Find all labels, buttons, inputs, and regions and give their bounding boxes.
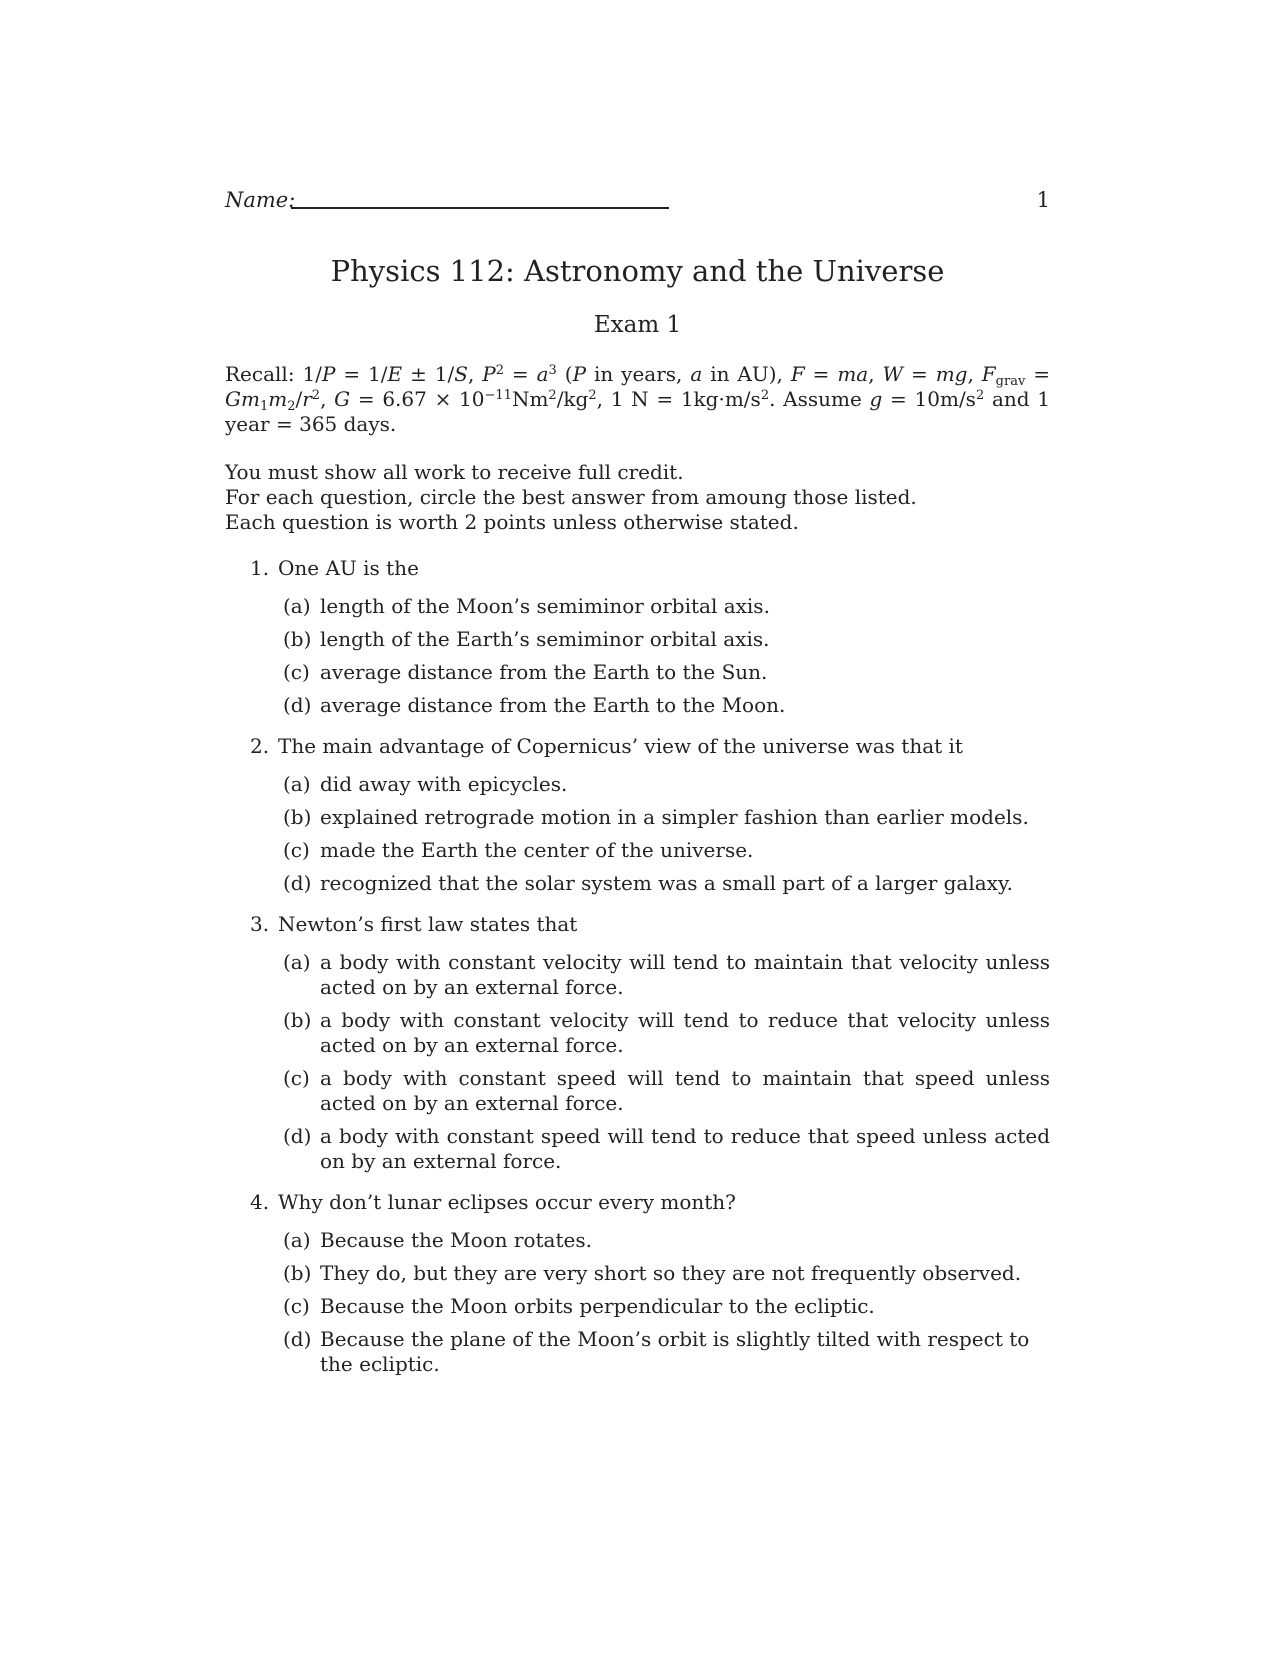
- gravity-value: 10m/s: [914, 387, 976, 411]
- option-text: They do, but they are very short so they are not frequently observed.: [320, 1261, 1022, 1285]
- exam-subtitle: Exam 1: [593, 312, 682, 338]
- answer-options: [283, 950, 1050, 1174]
- option-letter: (c): [283, 838, 310, 862]
- option-letter: (a): [283, 772, 311, 796]
- answer-option-d[interactable]: [283, 871, 1050, 896]
- option-letter: (a): [283, 950, 311, 974]
- answer-option-c[interactable]: [283, 660, 1050, 685]
- answer-option-a[interactable]: [283, 594, 1050, 619]
- question-prompt: [250, 734, 1050, 759]
- answer-options: [283, 594, 1050, 718]
- instruction-line: Each question is worth 2 points unless otherwise stated.: [225, 510, 799, 534]
- question-text: Why don’t lunar eclipses occur every month?: [278, 1190, 736, 1214]
- option-text: length of the Moon’s semiminor orbital axis.: [320, 594, 770, 618]
- option-letter: (c): [283, 660, 310, 684]
- option-text: average distance from the Earth to the Moon.: [320, 693, 786, 717]
- question-text: Newton’s first law states that: [278, 912, 578, 936]
- exam-title: Physics 112: Astronomy and the Universe: [330, 254, 945, 288]
- option-letter: (d): [283, 1327, 312, 1351]
- option-letter: (d): [283, 1124, 312, 1148]
- answer-options: [283, 772, 1050, 896]
- option-text: made the Earth the center of the universe.: [320, 838, 754, 862]
- question-prompt: [250, 556, 1050, 581]
- option-text: a body with constant velocity will tend to reduce that velocity unless acted on by an external force.: [320, 1008, 1050, 1057]
- answer-option-c[interactable]: [283, 1294, 1050, 1319]
- page-number: 1: [1036, 188, 1050, 212]
- option-text: length of the Earth’s semiminor orbital axis.: [320, 627, 770, 651]
- option-letter: (a): [283, 1228, 311, 1252]
- answer-options: [283, 1228, 1050, 1377]
- answer-option-a[interactable]: [283, 772, 1050, 797]
- answer-option-b[interactable]: [283, 1261, 1050, 1286]
- page-header: [225, 188, 1050, 218]
- answer-option-d[interactable]: [283, 693, 1050, 718]
- option-text: a body with constant speed will tend to reduce that speed unless acted on by an external force.: [320, 1124, 1050, 1173]
- option-letter: (c): [283, 1066, 310, 1090]
- question-prompt: [250, 1190, 1050, 1215]
- option-text: explained retrograde motion in a simpler fashion than earlier models.: [320, 805, 1029, 829]
- answer-option-d[interactable]: [283, 1327, 1050, 1377]
- instruction-line: For each question, circle the best answer from amoung those listed.: [225, 485, 917, 509]
- recall-formulas: Recall: 1/P = 1/E ± 1/S, $P^2 = a^3$ (P in years, a in AU), F = ma, W = mg, $F_{grav} = Gm_1m_2/r^2$, $G = 6.67 \times 10^{-11}Nm^2/kg^2$, 1 $N = 1kg\cdot m/s^2$. Assume $g = 10m/s^2$ and 1 year = 365 days.: [225, 362, 1051, 436]
- question-list: [250, 556, 1050, 1385]
- option-text: a body with constant velocity will tend to maintain that velocity unless acted on by an external force.: [320, 950, 1050, 999]
- answer-option-c[interactable]: [283, 838, 1050, 863]
- question-4: [250, 1190, 1050, 1377]
- answer-option-a[interactable]: [283, 950, 1050, 1000]
- option-text: did away with epicycles.: [320, 772, 568, 796]
- answer-option-b[interactable]: [283, 805, 1050, 830]
- option-text: Because the Moon rotates.: [320, 1228, 592, 1252]
- option-text: a body with constant speed will tend to maintain that speed unless acted on by an external force.: [320, 1066, 1050, 1115]
- question-text: One AU is the: [278, 556, 419, 580]
- question-number: 1.: [250, 556, 270, 580]
- option-letter: (a): [283, 594, 311, 618]
- question-2: [250, 734, 1050, 896]
- exam-page: [225, 0, 1050, 1656]
- name-label: Name:: [225, 188, 296, 212]
- question-number: 4.: [250, 1190, 270, 1214]
- name-blank-line: [291, 207, 669, 209]
- instructions: [225, 460, 1050, 535]
- answer-option-b[interactable]: [283, 627, 1050, 652]
- option-text: recognized that the solar system was a small part of a larger galaxy.: [320, 871, 1013, 895]
- answer-option-a[interactable]: [283, 1228, 1050, 1253]
- recall-lead: Recall:: [225, 362, 295, 386]
- question-number: 3.: [250, 912, 270, 936]
- question-3: [250, 912, 1050, 1174]
- option-text: average distance from the Earth to the Sun.: [320, 660, 768, 684]
- question-text: The main advantage of Copernicus’ view of the universe was that it: [278, 734, 963, 758]
- question-1: [250, 556, 1050, 718]
- option-letter: (b): [283, 1261, 312, 1285]
- option-letter: (b): [283, 627, 312, 651]
- answer-option-c[interactable]: [283, 1066, 1050, 1116]
- question-prompt: [250, 912, 1050, 937]
- answer-option-d[interactable]: [283, 1124, 1050, 1174]
- option-letter: (c): [283, 1294, 310, 1318]
- option-letter: (d): [283, 693, 312, 717]
- option-letter: (d): [283, 871, 312, 895]
- option-letter: (b): [283, 1008, 312, 1032]
- option-text: Because the Moon orbits perpendicular to the ecliptic.: [320, 1294, 875, 1318]
- question-number: 2.: [250, 734, 270, 758]
- option-letter: (b): [283, 805, 312, 829]
- answer-option-b[interactable]: [283, 1008, 1050, 1058]
- year-days: = 365 days.: [275, 412, 397, 436]
- instruction-line: You must show all work to receive full credit.: [225, 460, 684, 484]
- option-text: Because the plane of the Moon’s orbit is slightly tilted with respect to the ecliptic.: [320, 1327, 1030, 1376]
